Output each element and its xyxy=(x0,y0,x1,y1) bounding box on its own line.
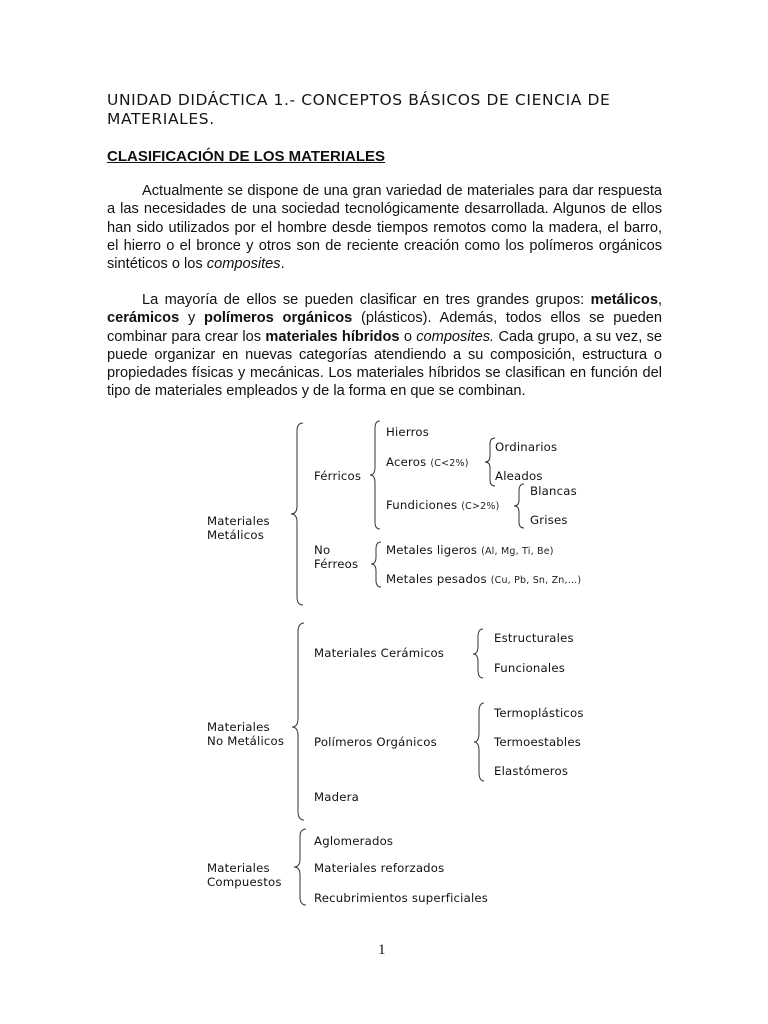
document-title: UNIDAD DIDÁCTICA 1.- CONCEPTOS BÁSICOS DE CIENCIA DE MATERIALES. xyxy=(107,91,611,128)
label-ferricos: Férricos xyxy=(314,469,362,483)
label-line: Materiales xyxy=(207,514,270,528)
label-note: (Cu, Pb, Sn, Zn,...) xyxy=(490,575,582,586)
label-termoestables: Termoestables xyxy=(494,735,582,749)
paragraph-1-italic: composites xyxy=(206,256,281,273)
label-note: (Al, Mg, Ti, Be) xyxy=(481,546,554,557)
label-materiales-ceramicos: Materiales Cerámicos xyxy=(314,646,445,660)
label-madera: Madera xyxy=(314,790,360,804)
section-heading: CLASIFICACIÓN DE LOS MATERIALES xyxy=(107,148,386,165)
label-text: Fundiciones xyxy=(386,498,458,512)
paragraph-2-text: Cada grupo, a su vez, se puede organizar en nuevas categorías atendiendo a su composición, estructura o propiedades físicas y mecánicas. Los materiales híbridos se clasifican en función del tipo de materiales empleados y de la forma en que se combinan. xyxy=(107,328,662,400)
label-ordinarios: Ordinarios xyxy=(495,440,558,454)
label-line: Compuestos xyxy=(207,875,282,889)
label-text: Metales pesados xyxy=(386,572,487,586)
brace-polimeros xyxy=(474,703,484,781)
brace-ferricos xyxy=(370,421,380,529)
paragraph-2-text: o xyxy=(399,328,417,345)
label-hierros: Hierros xyxy=(386,425,430,439)
label-line: Férreos xyxy=(314,557,359,571)
term-hibridos: materiales híbridos xyxy=(265,328,400,345)
label-blancas: Blancas xyxy=(530,484,577,498)
label-termoplasticos: Termoplásticos xyxy=(494,706,584,720)
label-no-ferreos xyxy=(314,543,358,571)
label-recubrimientos: Recubrimientos superficiales xyxy=(314,891,489,905)
label-aceros xyxy=(386,455,469,471)
term-polimeros: polímeros orgánicos xyxy=(204,310,353,327)
brace-fundiciones xyxy=(514,484,524,528)
term-composites: composites. xyxy=(416,328,495,345)
label-line: No xyxy=(314,543,331,557)
label-materiales-metalicos xyxy=(207,514,270,542)
brace-no-metalicos xyxy=(292,623,304,820)
paragraph-1-end: . xyxy=(280,256,285,273)
label-metales-ligeros xyxy=(386,543,554,559)
brace-aceros xyxy=(485,438,495,486)
brace-ceramicos xyxy=(473,629,483,678)
label-text: Aceros xyxy=(386,455,427,469)
label-line: No Metálicos xyxy=(207,734,285,748)
label-fundiciones xyxy=(386,498,499,514)
brace-metalicos xyxy=(291,423,303,605)
page-number: 1 xyxy=(378,942,386,958)
label-materiales-reforzados: Materiales reforzados xyxy=(314,861,445,875)
label-materiales-compuestos xyxy=(207,861,282,889)
label-note: (C>2%) xyxy=(461,501,500,512)
label-note: (C<2%) xyxy=(430,458,469,469)
label-elastomeros: Elastómeros xyxy=(494,764,569,778)
label-line: Materiales xyxy=(207,861,270,875)
label-grises: Grises xyxy=(530,513,568,527)
label-funcionales: Funcionales xyxy=(494,661,566,675)
label-aglomerados: Aglomerados xyxy=(314,834,394,848)
paragraph-2-text: La mayoría de ellos se pueden clasificar en tres grandes grupos: xyxy=(142,292,591,308)
paragraph-2-text: , xyxy=(657,292,662,308)
label-line: Materiales xyxy=(207,720,270,734)
label-line: Metálicos xyxy=(207,528,264,542)
paragraph-1-text: Actualmente se dispone de una gran variedad de materiales para dar respuesta a las necesidades de una sociedad tecnológicamente desarrollada. Algunos de ellos han sido utilizados por el hombre desde tiempos remotos como la madera, el barro, el hierro o el bronce y otros son de reciente creación como los polímeros orgánicos sintéticos o los xyxy=(107,183,662,273)
label-estructurales: Estructurales xyxy=(494,631,574,645)
brace-no-ferreos xyxy=(371,542,381,587)
paragraph-2-text: y xyxy=(179,310,205,327)
term-metalicos: metálicos xyxy=(590,292,658,308)
label-metales-pesados xyxy=(386,572,581,588)
label-text: Metales ligeros xyxy=(386,543,478,557)
term-ceramicos: cerámicos xyxy=(107,310,180,327)
label-materiales-no-metalicos xyxy=(207,720,284,748)
paragraph-2-text: (plásticos). Además, todos ellos se pueden combinar para crear los xyxy=(107,310,662,345)
label-aleados: Aleados xyxy=(495,469,543,483)
brace-compuestos xyxy=(294,829,306,905)
label-polimeros-organicos: Polímeros Orgánicos xyxy=(314,735,437,749)
